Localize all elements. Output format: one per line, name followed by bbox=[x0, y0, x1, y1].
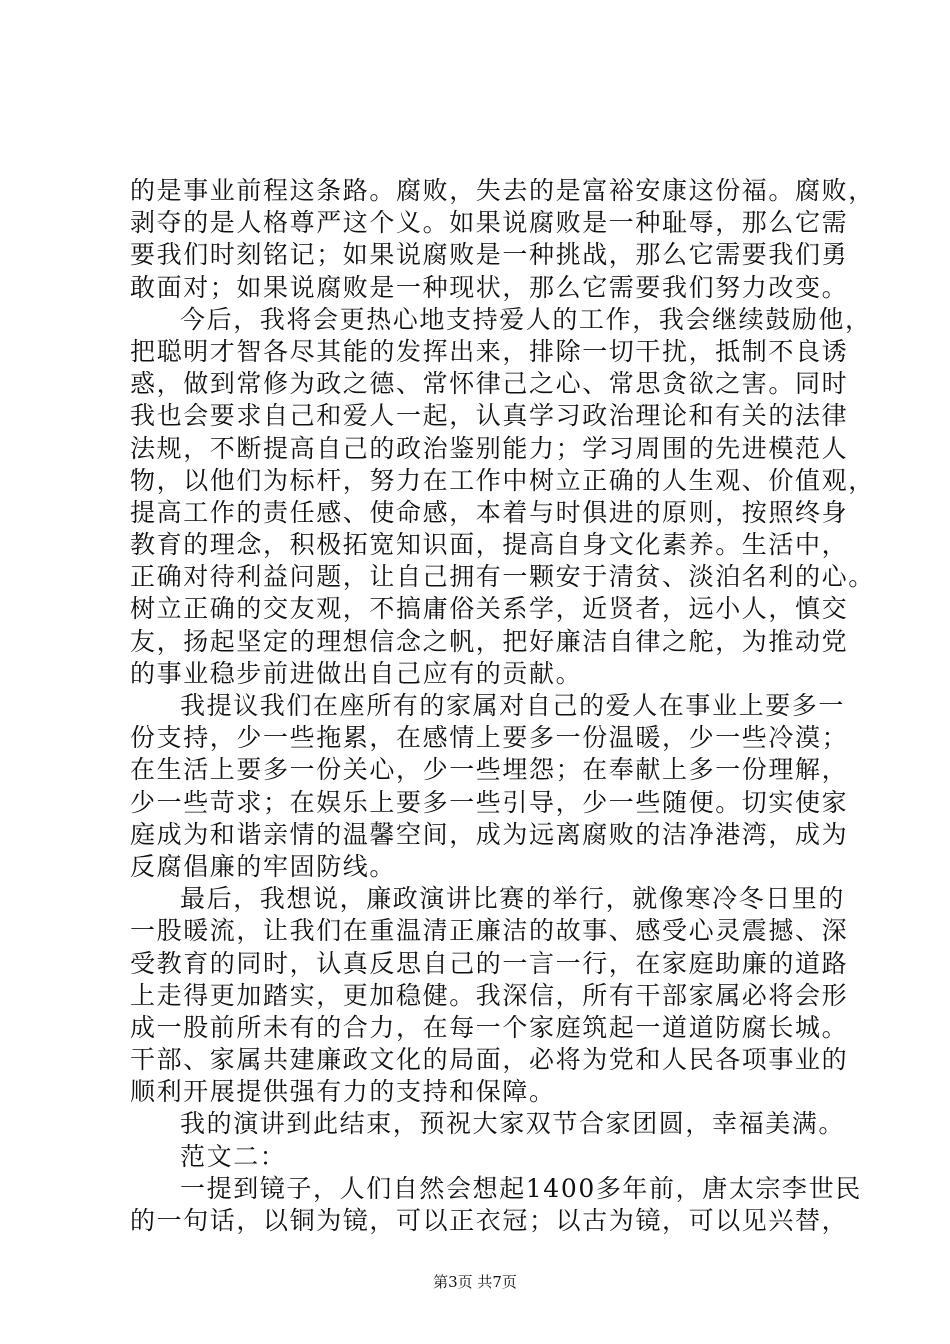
text-line: 干部、家属共建廉政文化的局面，必将为党和人民各项事业的 bbox=[130, 1045, 849, 1075]
page-footer: 第3页 共7页 bbox=[433, 1273, 517, 1291]
text-line: 少一些苛求；在娱乐上要多一些引导，少一些随便。切实使家 bbox=[130, 787, 849, 817]
text-line: 要我们时刻铭记；如果说腐败是一种挑战，那么它需要我们勇 bbox=[130, 240, 849, 270]
text-line: 一提到镜子，人们自然会想起1400多年前，唐太宗李世民 bbox=[180, 1173, 862, 1203]
document-body bbox=[130, 175, 875, 1237]
text-line: 在生活上要多一份关心，少一些埋怨；在奉献上多一份理解， bbox=[130, 755, 849, 785]
text-line: 受教育的同时，认真反思自己的一言一行，在家庭助廉的道路 bbox=[130, 948, 849, 978]
text-line: 剥夺的是人格尊严这个义。如果说腐败是一种耻辱，那么它需 bbox=[130, 208, 849, 238]
text-line: 物，以他们为标杆，努力在工作中树立正确的人生观、价值观， bbox=[130, 465, 875, 495]
text-line: 顺利开展提供强有力的支持和保障。 bbox=[130, 1077, 556, 1107]
text-line: 我提议我们在座所有的家属对自己的爱人在事业上要多一 bbox=[180, 691, 846, 720]
text-line: 友，扬起坚定的理想信念之帆，把好廉洁自律之舵，为推动党 bbox=[130, 626, 849, 656]
text-line: 反腐倡廉的牢固防线。 bbox=[130, 851, 397, 881]
text-line: 份支持，少一些拖累，在感情上要多一份温暖，少一些冷漠； bbox=[130, 723, 849, 753]
text-line: 的是事业前程这条路。腐败，失去的是富裕安康这份福。腐败， bbox=[130, 176, 875, 205]
text-line: 我也会要求自己和爱人一起，认真学习政治理论和有关的法律 bbox=[130, 401, 849, 431]
text-line: 庭成为和谐亲情的温馨空间，成为远离腐败的洁净港湾，成为 bbox=[130, 819, 849, 849]
text-line: 成一股前所未有的合力，在每一个家庭筑起一道道防腐长城。 bbox=[130, 1012, 849, 1042]
text-line: 一股暖流，让我们在重温清正廉洁的故事、感受心灵震撼、深 bbox=[130, 916, 849, 946]
text-line: 把聪明才智各尽其能的发挥出来，排除一切干扰，抵制不良诱 bbox=[130, 336, 849, 366]
text-line: 敢面对；如果说腐败是一种现状，那么它需要我们努力改变。 bbox=[130, 272, 849, 302]
text-line: 今后，我将会更热心地支持爱人的工作，我会继续鼓励他， bbox=[180, 304, 872, 334]
text-line: 我的演讲到此结束，预祝大家双节合家团圆，幸福美满。 bbox=[180, 1109, 846, 1139]
text-line: 范文二： bbox=[180, 1141, 287, 1171]
text-line: 教育的理念，积极拓宽知识面，提高自身文化素养。生活中， bbox=[130, 530, 849, 560]
text-line: 最后，我想说，廉政演讲比赛的举行，就像寒冷冬日里的 bbox=[180, 884, 846, 914]
text-line: 的事业稳步前进做出自己应有的贡献。 bbox=[130, 658, 583, 688]
text-line: 提高工作的责任感、使命感，本着与时俱进的原则，按照终身 bbox=[130, 497, 849, 527]
text-line: 树立正确的交友观，不搞庸俗关系学，近贤者，远小人，慎交 bbox=[130, 594, 849, 624]
text-line: 惑，做到常修为政之德、常怀律己之心、常思贪欲之害。同时 bbox=[130, 369, 849, 399]
text-line: 上走得更加踏实，更加稳健。我深信，所有干部家属必将会形 bbox=[130, 980, 849, 1010]
text-line: 的一句话，以铜为镜，可以正衣冠；以古为镜，可以见兴替， bbox=[130, 1206, 849, 1235]
text-line: 正确对待利益问题，让自己拥有一颗安于清贫、淡泊名利的心。 bbox=[130, 562, 875, 592]
text-line: 法规，不断提高自己的政治鉴别能力；学习周围的先进模范人 bbox=[130, 433, 849, 463]
